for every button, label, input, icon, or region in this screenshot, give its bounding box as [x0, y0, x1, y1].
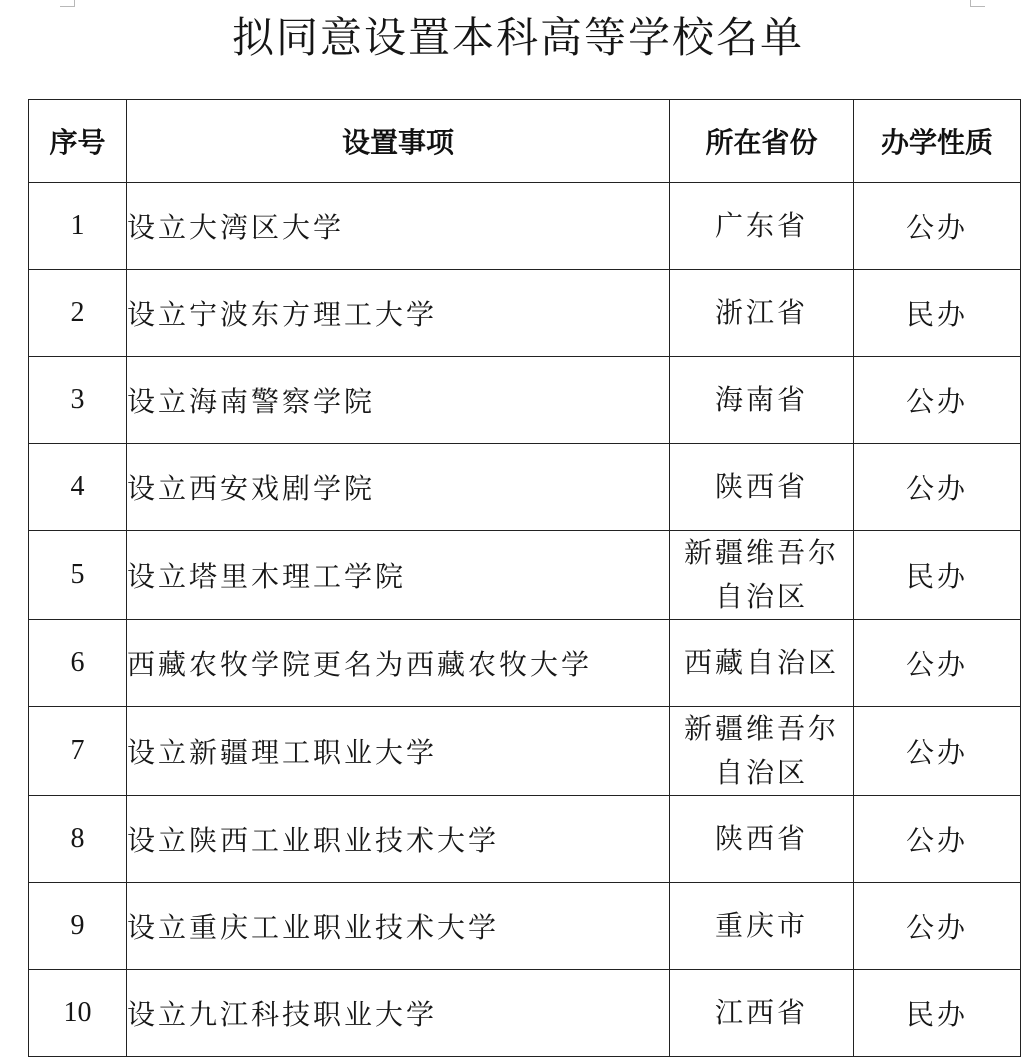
- province-line: 新疆维吾尔: [683, 712, 839, 745]
- header-type: 办学性质: [854, 100, 1021, 183]
- table-body: [29, 183, 1021, 1057]
- row-type: 公办: [854, 883, 1021, 970]
- table-row: [29, 183, 1021, 270]
- row-province: [670, 444, 854, 531]
- row-province: [670, 270, 854, 357]
- row-province: [670, 707, 854, 796]
- header-item: 设置事项: [127, 100, 670, 183]
- table-header-row: [29, 100, 1021, 183]
- table-row: [29, 620, 1021, 707]
- province-line: 海南省: [714, 383, 808, 416]
- row-type: 公办: [854, 357, 1021, 444]
- table-row: [29, 444, 1021, 531]
- row-type: 公办: [854, 183, 1021, 270]
- document-title: 拟同意设置本科高等学校名单: [231, 13, 804, 62]
- row-number: 6: [29, 620, 127, 707]
- table-row: [29, 970, 1021, 1057]
- table-row: [29, 796, 1021, 883]
- table-row: [29, 707, 1021, 796]
- row-type: 公办: [854, 620, 1021, 707]
- row-item: 西藏农牧学院更名为西藏农牧大学: [127, 620, 670, 707]
- row-number: 2: [29, 270, 127, 357]
- province-line: 西藏自治区: [683, 646, 839, 679]
- row-item: 设立新疆理工职业大学: [127, 707, 670, 796]
- school-list-table: [28, 99, 1021, 1057]
- table-row: [29, 357, 1021, 444]
- row-number: 3: [29, 357, 127, 444]
- row-province: [670, 970, 854, 1057]
- table-row: [29, 883, 1021, 970]
- header-province: 所在省份: [670, 100, 854, 183]
- row-number: 4: [29, 444, 127, 531]
- row-item: 设立九江科技职业大学: [127, 970, 670, 1057]
- province-line: 重庆市: [714, 909, 808, 942]
- row-item: 设立陕西工业职业技术大学: [127, 796, 670, 883]
- table-row: [29, 531, 1021, 620]
- header-no: 序号: [29, 100, 127, 183]
- province-line: 江西省: [714, 996, 808, 1029]
- province-line: 广东省: [714, 209, 808, 242]
- row-type: 民办: [854, 270, 1021, 357]
- row-type: 公办: [854, 444, 1021, 531]
- row-type: 公办: [854, 796, 1021, 883]
- row-number: 5: [29, 531, 127, 620]
- province-line: 浙江省: [714, 296, 808, 329]
- row-number: 1: [29, 183, 127, 270]
- row-province: [670, 183, 854, 270]
- row-province: [670, 357, 854, 444]
- row-number: 9: [29, 883, 127, 970]
- province-line: 陕西省: [714, 822, 808, 855]
- row-type: 民办: [854, 531, 1021, 620]
- row-number: 7: [29, 707, 127, 796]
- row-province: [670, 883, 854, 970]
- row-type: 民办: [854, 970, 1021, 1057]
- crop-mark-left: [60, 0, 75, 7]
- province-line: 自治区: [714, 756, 808, 789]
- province-line: 自治区: [714, 580, 808, 613]
- row-province: [670, 796, 854, 883]
- row-item: 设立西安戏剧学院: [127, 444, 670, 531]
- row-number: 10: [29, 970, 127, 1057]
- row-item: 设立海南警察学院: [127, 357, 670, 444]
- crop-mark-right: [970, 0, 985, 7]
- row-item: 设立宁波东方理工大学: [127, 270, 670, 357]
- province-line: 新疆维吾尔: [683, 536, 839, 569]
- row-number: 8: [29, 796, 127, 883]
- row-province: [670, 620, 854, 707]
- row-type: 公办: [854, 707, 1021, 796]
- row-item: 设立重庆工业职业技术大学: [127, 883, 670, 970]
- row-item: 设立大湾区大学: [127, 183, 670, 270]
- row-province: [670, 531, 854, 620]
- province-line: 陕西省: [714, 470, 808, 503]
- row-item: 设立塔里木理工学院: [127, 531, 670, 620]
- table-row: [29, 270, 1021, 357]
